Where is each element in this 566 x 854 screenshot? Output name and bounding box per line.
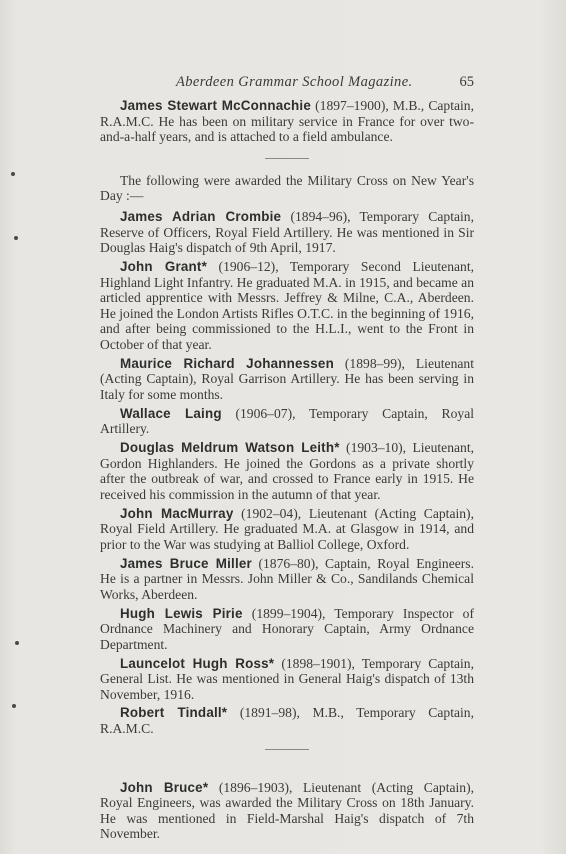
person-name: John MacMurray (120, 505, 234, 521)
entry-paragraph (100, 780, 474, 842)
entry-paragraph (100, 556, 474, 603)
entry-paragraph (100, 440, 474, 502)
entry-paragraph (100, 98, 474, 145)
running-header (100, 74, 474, 94)
page-number: 65 (459, 74, 474, 90)
intro-paragraph: The following were awarded the Military Cross on New Year's Day :— (100, 172, 474, 204)
section-divider (265, 749, 309, 750)
section-divider (265, 158, 309, 159)
magazine-title: Aberdeen Grammar School Magazine. (176, 74, 413, 90)
person-name: Wallace Laing (120, 405, 222, 421)
person-name: Hugh Lewis Pirie (120, 605, 243, 621)
person-name: Maurice Richard Johannessen (120, 355, 334, 371)
entry-text: (1902–04), Lieutenant (Acting Captain), Royal Field Artillery. He graduated M.A. at Glasgow in 1914, and prior to the War was studying at Balliol College, Oxford. (100, 505, 474, 552)
entry-paragraph (100, 606, 474, 653)
article-body (100, 98, 474, 845)
military-cross-list (100, 209, 474, 737)
person-name: James Bruce Miller (120, 555, 252, 571)
entry-text: (1906–07), Temporary Captain, Royal Artillery. (100, 405, 475, 437)
entry-text: (1898–1901), Temporary Captain, General List. He was mentioned in General Haig's dispatch of 13th November, 1916. (100, 655, 474, 702)
margin-mark (14, 236, 18, 240)
entry-text: (1897–1900), M.B., Captain, R.A.M.C. He has been on military service in France for over two-and-a-half years, and is attached to a field ambulance. (100, 98, 474, 145)
person-name: James Stewart McConnachie (120, 98, 311, 113)
person-name: John Grant* (120, 258, 207, 274)
person-name: Robert Tindall* (120, 705, 228, 721)
margin-mark (15, 641, 19, 645)
entry-paragraph (100, 705, 474, 736)
margin-mark (12, 704, 16, 708)
entry-text: (1891–98), M.B., Temporary Captain, R.A.M.C. (100, 705, 474, 737)
person-name: John Bruce* (120, 779, 209, 795)
entry-paragraph (100, 209, 474, 256)
person-name: James Adrian Crombie (120, 208, 282, 224)
entry-text: (1894–96), Temporary Captain, Reserve of Officers, Royal Field Artillery. He was mentioned in Sir Douglas Haig's dispatch of 9th April, 1917. (100, 208, 474, 256)
entry-paragraph (100, 259, 474, 353)
entry-paragraph (100, 656, 474, 703)
entry-paragraph (100, 506, 474, 553)
entry-text: (1896–1903), Lieutenant (Acting Captain), Royal Engineers, was awarded the Military Cross on 18th January. He was mentioned in Field-Marshal Haig's dispatch of 7th November. (100, 779, 474, 842)
entry-paragraph (100, 356, 474, 403)
entry-text: (1903–10), Lieutenant, Gordon Highlanders. He joined the Gordons as a private shortly after the outbreak of war, and crossed to France early in 1915. He received his commission in the autumn of that year. (100, 440, 474, 502)
entry-text: (1906–12), Temporary Second Lieutenant, Highland Light Infantry. He graduated M.A. in 1915, and became an articled apprentice with Messrs. Jeffrey & Milne, C.A., Aberdeen. He joined the London Artists Rifles O.T.C. in the beginning of 1916, and after being commissioned to the H.L.I., went to the Front in October of that year. (100, 258, 474, 352)
person-name: Launcelot Hugh Ross* (120, 655, 275, 671)
entry-paragraph (100, 406, 474, 437)
entry-text: (1898–99), Lieutenant (Acting Captain), Royal Garrison Artillery. He has been serving in Italy for some months. (100, 355, 474, 402)
person-name: Douglas Meldrum Watson Leith* (120, 440, 340, 456)
entry-text: (1899–1904), Temporary Inspector of Ordnance Machinery and Honorary Captain, Army Ordnance Department. (100, 605, 474, 652)
margin-mark (11, 172, 15, 176)
entry-text: (1876–80), Captain, Royal Engineers. He is a partner in Messrs. John Miller & Co., Sandilands Chemical Works, Aberdeen. (100, 555, 474, 602)
